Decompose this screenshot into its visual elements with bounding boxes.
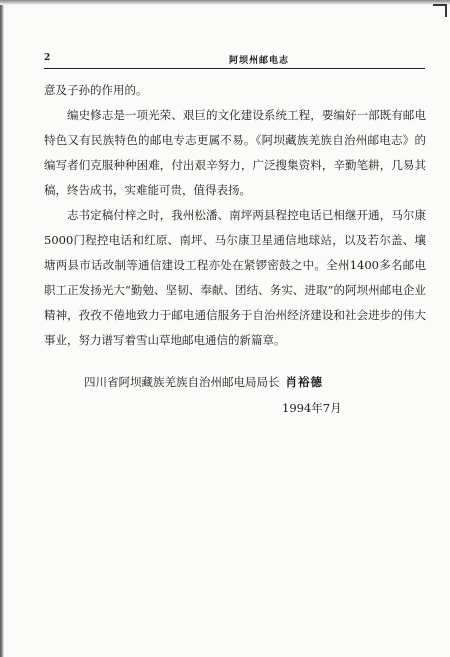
running-header bbox=[44, 53, 424, 67]
paragraph: 志书定稿付梓之时，我州松潘、南坪两县程控电话已相继开通，马尔康5000门程控电话和红原、南坪、马尔康卫星通信地球站，以及若尔盖、壤塘两县市话改制等通信建设工程亦处在紧锣密鼓之中。全州1400多名邮电职工正发扬光大“勤勉、坚韧、奉献、团结、务实、进取”的阿坝州邮电企业精神，孜孜不倦地致力于邮电通信服务于自治州经济建设和社会进步的伟大事业，努力谱写着雪山草地邮电通信的新篇章。 bbox=[44, 208, 426, 347]
paragraph: 编史修志是一项光荣、艰巨的文化建设系统工程，要编好一部既有邮电特色又有民族特色的邮电专志更属不易。《阿坝藏族羌族自治州邮电志》的编写者们克服种种困难，付出艰辛努力，广泛搜集资料，辛勤笔耕，几易其稿，终告成书，实难能可贵，值得表扬。 bbox=[44, 108, 426, 197]
signatory-name: 肖裕德 bbox=[285, 375, 323, 389]
running-title: 阿坝州邮电志 bbox=[229, 56, 290, 66]
page-number: 2 bbox=[44, 53, 51, 63]
scan-binding-edge bbox=[0, 0, 4, 657]
scan-top-edge bbox=[0, 0, 450, 5]
body-text bbox=[44, 78, 426, 353]
header-rule bbox=[44, 68, 425, 69]
signature-line bbox=[84, 370, 424, 395]
signature-date: 1994年7月 bbox=[282, 401, 342, 415]
paragraph-continuation: 意及子孙的作用的。 bbox=[44, 83, 148, 97]
corner-crop-mark bbox=[433, 4, 447, 17]
signatory-title: 四川省阿坝藏族羌族自治州邮电局局长 bbox=[84, 375, 280, 389]
